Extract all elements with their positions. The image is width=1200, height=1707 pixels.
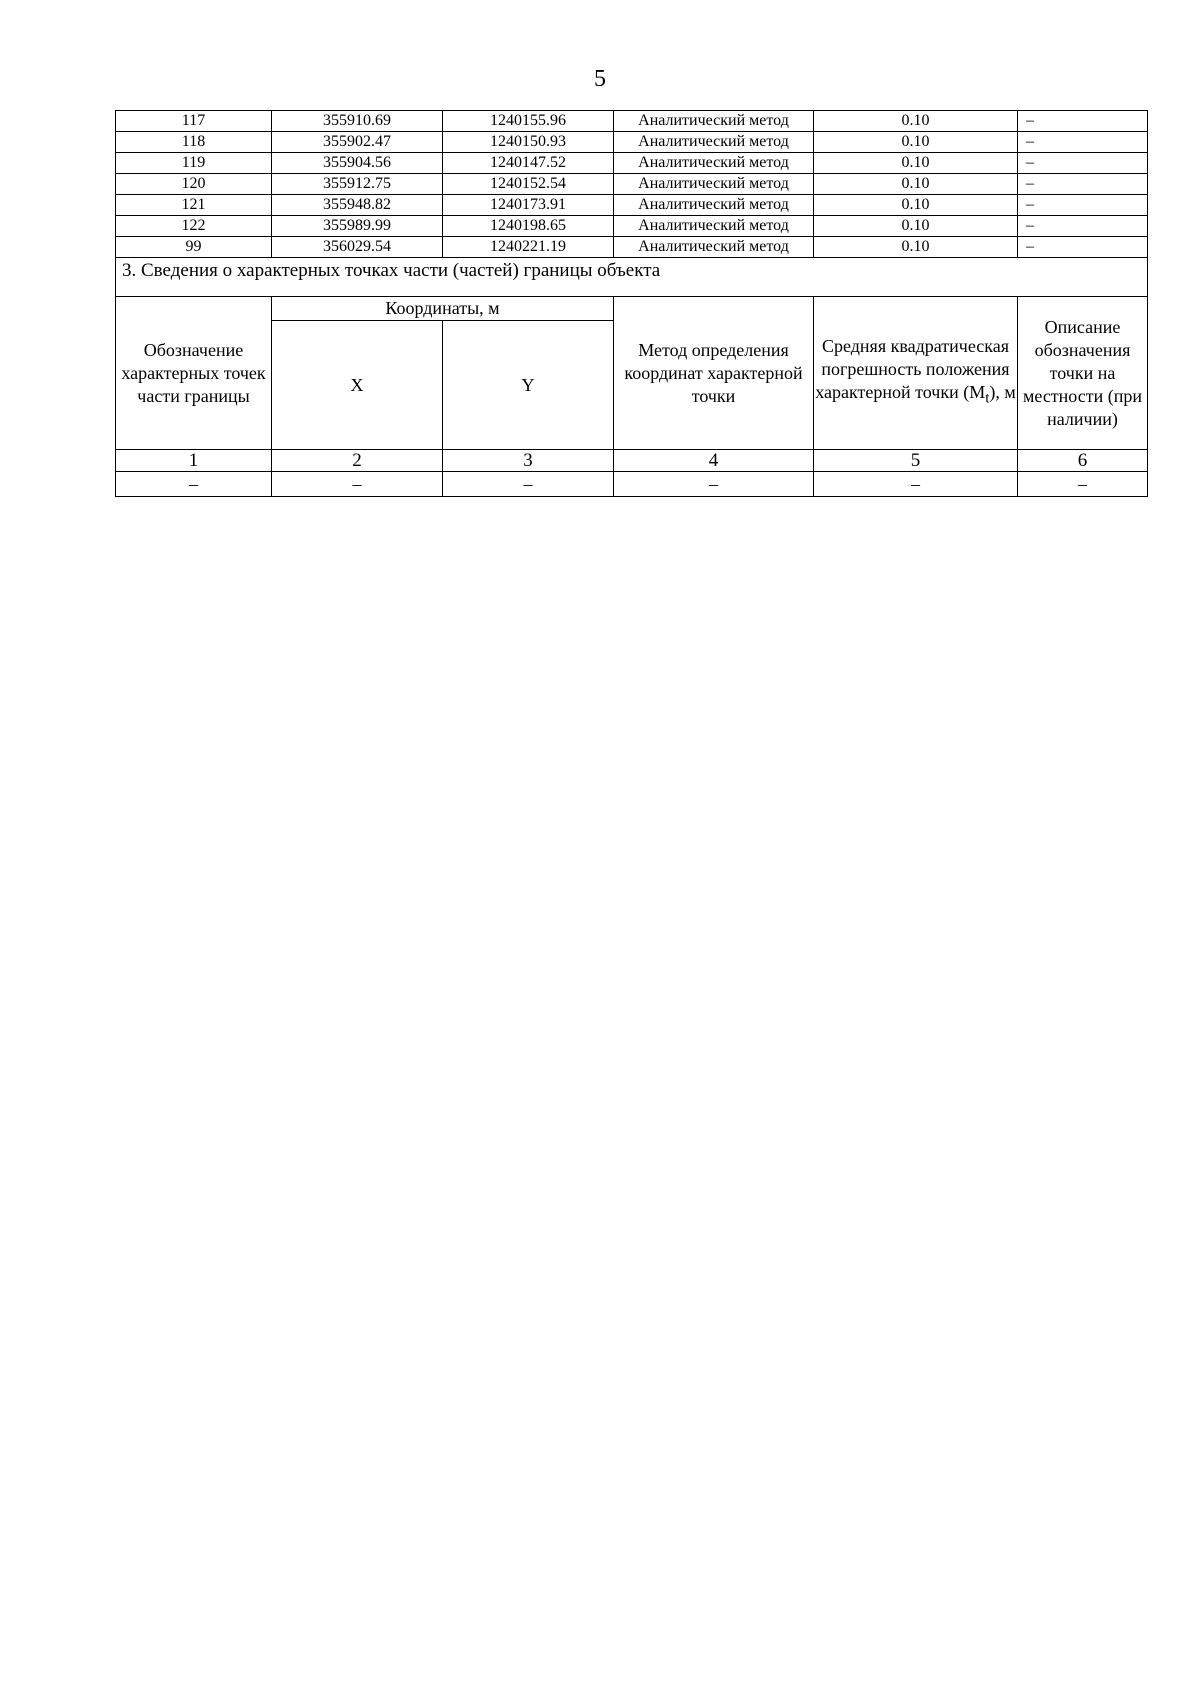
error-cell: 0.10 (814, 216, 1018, 237)
table-row (116, 111, 1148, 132)
table-row (116, 132, 1148, 153)
description-header: Описание обозначения точки на местности (при наличии) (1018, 297, 1148, 450)
method-cell: Аналитический метод (614, 216, 814, 237)
column-number: 6 (1018, 450, 1148, 472)
coordinates-sheet (115, 110, 1147, 497)
y-cell: 1240221.19 (443, 237, 614, 258)
description-cell: – (1018, 111, 1148, 132)
empty-cell: – (443, 472, 614, 497)
y-cell: 1240155.96 (443, 111, 614, 132)
description-cell: – (1018, 195, 1148, 216)
table-row (116, 216, 1148, 237)
error-cell: 0.10 (814, 237, 1018, 258)
description-cell: – (1018, 174, 1148, 195)
y-cell: 1240198.65 (443, 216, 614, 237)
point-cell: 120 (116, 174, 272, 195)
error-header-tail: ), м (989, 382, 1016, 403)
point-cell: 117 (116, 111, 272, 132)
error-cell: 0.10 (814, 195, 1018, 216)
x-cell: 355904.56 (272, 153, 443, 174)
empty-row (116, 472, 1148, 497)
x-cell: 355912.75 (272, 174, 443, 195)
empty-cell: – (614, 472, 814, 497)
empty-cell: – (814, 472, 1018, 497)
error-cell: 0.10 (814, 153, 1018, 174)
method-cell: Аналитический метод (614, 132, 814, 153)
description-cell: – (1018, 153, 1148, 174)
point-cell: 99 (116, 237, 272, 258)
x-header: X (272, 321, 443, 450)
section-title-row (116, 258, 1148, 297)
coordinates-header: Координаты, м (272, 297, 614, 321)
description-cell: – (1018, 132, 1148, 153)
empty-cell: – (1018, 472, 1148, 497)
method-cell: Аналитический метод (614, 153, 814, 174)
y-header: Y (443, 321, 614, 450)
description-cell: – (1018, 216, 1148, 237)
table-row (116, 195, 1148, 216)
x-cell: 356029.54 (272, 237, 443, 258)
point-cell: 122 (116, 216, 272, 237)
empty-cell: – (272, 472, 443, 497)
description-cell: – (1018, 237, 1148, 258)
error-header-text: Средняя квадратическая погрешность положения характерной точки (M (815, 336, 1010, 403)
error-cell: 0.10 (814, 111, 1018, 132)
x-cell: 355910.69 (272, 111, 443, 132)
x-cell: 355989.99 (272, 216, 443, 237)
header-row (116, 297, 1148, 321)
column-number: 2 (272, 450, 443, 472)
page-number: 5 (594, 66, 606, 92)
empty-cell: – (116, 472, 272, 497)
point-cell: 121 (116, 195, 272, 216)
column-numbers-row (116, 450, 1148, 472)
method-cell: Аналитический метод (614, 111, 814, 132)
error-header-subscript: t (985, 390, 990, 407)
error-header (814, 297, 1018, 450)
table-row (116, 153, 1148, 174)
method-cell: Аналитический метод (614, 237, 814, 258)
table-row (116, 174, 1148, 195)
point-cell: 119 (116, 153, 272, 174)
point-cell: 118 (116, 132, 272, 153)
section-title: 3. Сведения о характерных точках части (частей) границы объекта (116, 258, 1148, 297)
y-cell: 1240147.52 (443, 153, 614, 174)
method-header: Метод определения координат характерной точки (614, 297, 814, 450)
table-row (116, 237, 1148, 258)
x-cell: 355948.82 (272, 195, 443, 216)
column-number: 3 (443, 450, 614, 472)
y-cell: 1240173.91 (443, 195, 614, 216)
y-cell: 1240150.93 (443, 132, 614, 153)
y-cell: 1240152.54 (443, 174, 614, 195)
method-cell: Аналитический метод (614, 195, 814, 216)
method-cell: Аналитический метод (614, 174, 814, 195)
column-number: 5 (814, 450, 1018, 472)
points-table (115, 110, 1148, 497)
x-cell: 355902.47 (272, 132, 443, 153)
column-number: 1 (116, 450, 272, 472)
error-cell: 0.10 (814, 132, 1018, 153)
error-cell: 0.10 (814, 174, 1018, 195)
designation-header: Обозначение характерных точек части границы (116, 297, 272, 450)
column-number: 4 (614, 450, 814, 472)
